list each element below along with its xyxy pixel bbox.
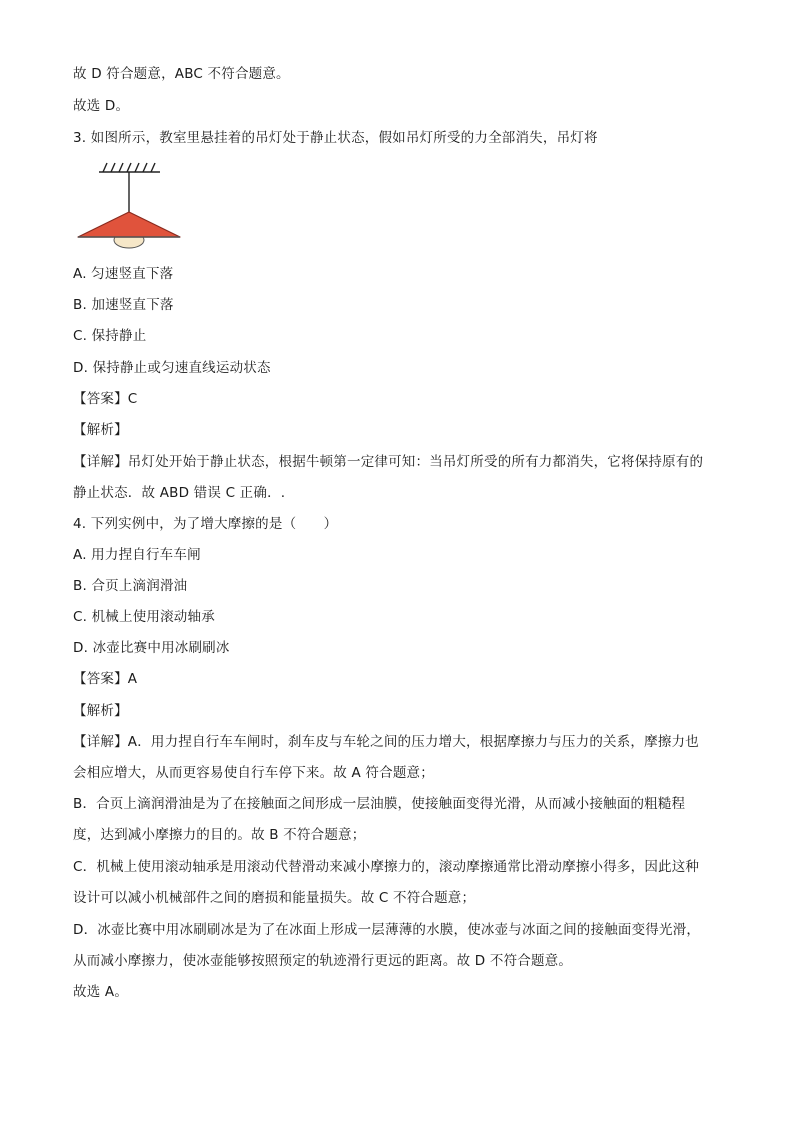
text-line: 故选 D。	[73, 98, 130, 114]
option-d: D. 保持静止或匀速直线运动状态	[73, 360, 271, 376]
analysis-label: 【解析】	[73, 422, 128, 438]
explanation-line: 静止状态．故 ABD 错误 C 正确．.	[73, 485, 286, 501]
option-c: C. 保持静止	[73, 328, 147, 344]
analysis-label: 【解析】	[73, 703, 128, 719]
explanation-line: 【详解】A．用力捏自行车车闸时，刹车皮与车轮之间的压力增大，根据摩擦力与压力的关系，摩擦力也	[73, 734, 699, 750]
option-d: D. 冰壶比赛中用冰刷刷冰	[73, 640, 230, 656]
option-b: B. 合页上滴润滑油	[73, 578, 188, 594]
option-b: B. 加速竖直下落	[73, 297, 174, 313]
explanation-line: D．冰壶比赛中用冰刷刷冰是为了在冰面上形成一层薄薄的水膜，使冰壶与冰面之间的接触面变得光滑，	[73, 922, 701, 938]
explanation-line: 设计可以减小机械部件之间的磨损和能量损失。故 C 不符合题意；	[73, 890, 476, 906]
option-a: A. 匀速竖直下落	[73, 266, 174, 282]
explanation-line: B．合页上滴润滑油是为了在接触面之间形成一层油膜，使接触面变得光滑，从而减小接触面的粗糙程	[73, 796, 686, 812]
answer-label: 【答案】A	[73, 671, 138, 687]
explanation-line: 度，达到减小摩擦力的目的。故 B 不符合题意；	[73, 827, 366, 843]
option-a: A. 用力捏自行车车闸	[73, 547, 201, 563]
final-choice: 故选 A。	[73, 984, 129, 1000]
hanging-lamp-icon	[73, 160, 188, 252]
explanation-line: 从而减小摩擦力，使冰壶能够按照预定的轨迹滑行更远的距离。故 D 不符合题意。	[73, 953, 573, 969]
explanation-line: C．机械上使用滚动轴承是用滚动代替滑动来减小摩擦力的，滚动摩擦通常比滑动摩擦小得多，因此这种	[73, 859, 700, 875]
option-c: C. 机械上使用滚动轴承	[73, 609, 215, 625]
question-3-stem: 3. 如图所示，教室里悬挂着的吊灯处于静止状态，假如吊灯所受的力全部消失，吊灯将	[73, 130, 598, 146]
explanation-line: 【详解】吊灯处开始于静止状态，根据牛顿第一定律可知：当吊灯所受的所有力都消失，它将保持原有的	[73, 454, 704, 470]
explanation-line: 会相应增大，从而更容易使自行车停下来。故 A 符合题意；	[73, 765, 434, 781]
lamp-shade	[78, 212, 180, 237]
ceiling-hatch	[99, 163, 160, 172]
answer-label: 【答案】C	[73, 391, 138, 407]
question-4-stem: 4. 下列实例中，为了增大摩擦的是（ ）	[73, 516, 338, 532]
text-line: 故 D 符合题意，ABC 不符合题意。	[73, 66, 290, 82]
